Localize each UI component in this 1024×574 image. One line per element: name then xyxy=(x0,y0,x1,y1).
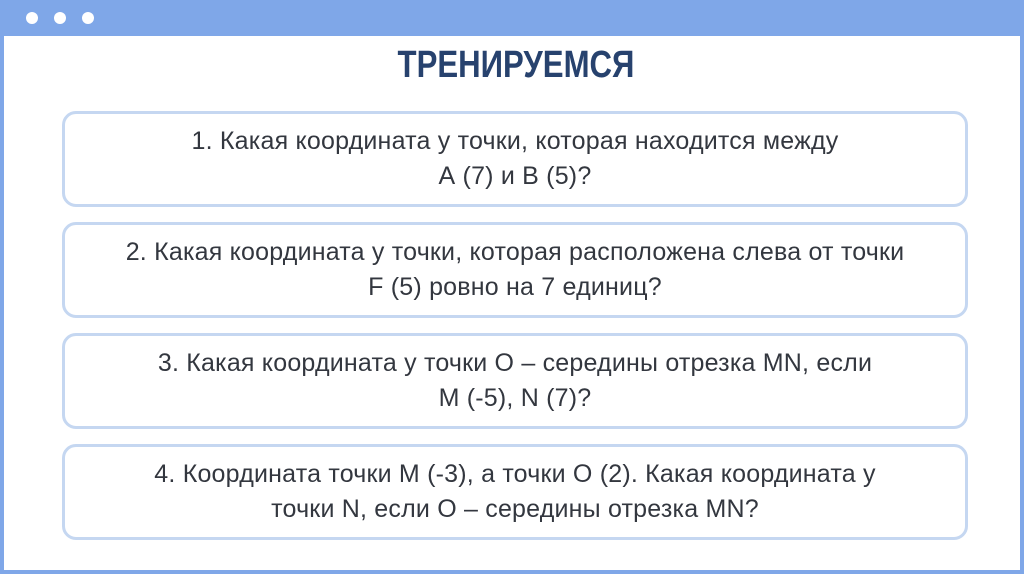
question-line: 3. Какая координата у точки О – середины отрезка MN, если xyxy=(157,349,873,377)
question-card-1 xyxy=(62,111,968,207)
question-line: А (7) и В (5)? xyxy=(438,162,592,190)
window-title-bar xyxy=(4,0,1024,36)
slide-title: ТРЕНИРУЕМСЯ xyxy=(397,44,635,86)
question-line: 1. Какая координата у точки, которая находится между xyxy=(191,127,839,155)
question-line: F (5) ровно на 7 единиц? xyxy=(368,273,662,301)
question-text xyxy=(126,235,905,305)
window-dot-icon xyxy=(54,12,66,24)
question-line: 2. Какая координата у точки, которая расположена слева от точки xyxy=(125,238,905,266)
window-dot-icon xyxy=(26,12,38,24)
window-dot-icon xyxy=(82,12,94,24)
question-text xyxy=(158,346,872,416)
question-line: 4. Координата точки М (-3), а точки О (2). Какая координата у xyxy=(154,460,876,488)
question-text xyxy=(192,124,839,194)
question-card-4 xyxy=(62,444,968,540)
question-line: точки N, если О – середины отрезка MN? xyxy=(271,495,759,523)
question-line: M (-5), N (7)? xyxy=(438,384,592,412)
question-text xyxy=(154,457,875,527)
question-card-3 xyxy=(62,333,968,429)
question-card-2 xyxy=(62,222,968,318)
